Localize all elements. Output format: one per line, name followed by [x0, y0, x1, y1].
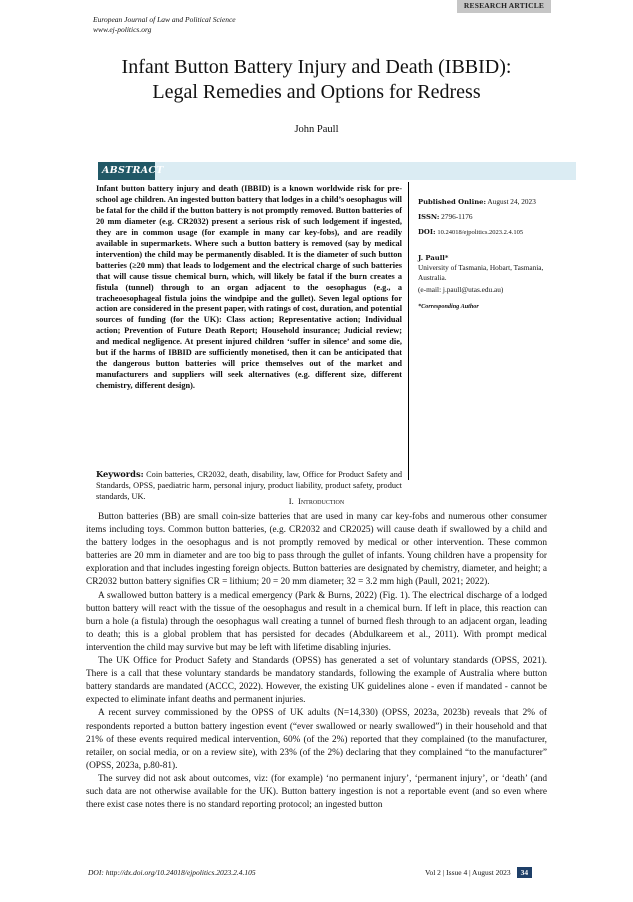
abstract-header-band [98, 162, 576, 180]
doi-value[interactable]: 10.24018/ejpolitics.2023.2.4.105 [437, 229, 524, 236]
journal-url[interactable]: www.ej-politics.org [93, 25, 152, 34]
abstract-text: Infant button battery injury and death (IBBID) is a known worldwide risk for pre-school age children. An ingested button battery that lodges in a child’s oesophagus will be fatal for the child if the button battery is not promptly removed. Button batteries of 20 mm diameter (e.g. CR2032) present a serious risk of such lodgement if ingested, they are in common usage (for example in many car key-fobs), and are readily available in supermarkets. Where such a button battery is removed (say by medical intervention) the child may be permanently disabled. It is the diameter of such button batteries (≥20 mm) that leads to lodgement and the electrical charge of such batteries that will cause tissue chemical burn, which, will likely be fatal if the burn creates a fistula (tunnel) through to an organ adjacent to the oesophagus (e.g., a tracheoesophageal fistula joins the windpipe and the gullet). Seven legal options for action are considered in the present paper, with ratings of cost, duration, and potential sources of funding (for the UK): Class action; Representative action; Individual action; Prevention of Future Death Report; Household insurance; Judicial review; and medical negligence. At present injured children ‘suffer in silence’ and some die, but if the harms of IBBID are sufficiently monetised, then it can be anticipated that the dangerous button batteries will price themselves out of the market and manufacturers and suppliers will seek alternatives (e.g. different size, different chemistry, different design). [96, 184, 402, 391]
paragraph: A swallowed button battery is a medical emergency (Park & Burns, 2022) (Fig. 1). The electrical discharge of a lodged button battery will react with the tissue of the oesophagus and result in a chemical burn. If left in place, this reaction can burn a hole (a fistula) through the oesophagus wall creating a tunnel of burned flesh through to an adjacent organ, leading to death; this is a global problem that has persisted for decades (Abdulkareem et al., 2011). With prompt medical intervention the child may survive but may be left with lifetime disabling injuries. [86, 590, 547, 653]
issn [418, 212, 598, 222]
title-line-2: Legal Remedies and Options for Redress [152, 81, 481, 103]
published-date [418, 197, 598, 207]
paper-title [60, 55, 573, 105]
doi [418, 227, 598, 238]
published-label: Published Online: [418, 198, 486, 206]
journal-header [93, 15, 236, 35]
body-text [86, 511, 547, 812]
paragraph: A recent survey commissioned by the OPSS of UK adults (N=14,330) (OPSS, 2023a, 2023b) reveals that 2% of respondents reported a button battery ingestion event (“ever swallowed or nearly swallowed”) in their household and that 21% of these events required medical intervention, 60% (of the 2%) reported that they complained (to the manufacturer, retailer, on social media, or on a review site), with 23% (of the 2%) declaring that they complained “to the manufacturer” (OPSS, 2023a, p.80-81). [86, 708, 547, 771]
paragraph: Button batteries (BB) are small coin-size batteries that are used in many car key-fobs and numerous other consumer items including toys. Common button batteries, (e.g. CR2032 and CR2025) will cause death if swallowed by a child and the battery lodges in the oesophagus and is not promptly removed by medical or other intervention. These common batteries are 20 mm in diameter and are too big to pass through the gullet of infants. Young children have a propensity for exploration and that includes ingesting foreign objects. Button batteries are designated by chemistry, diameter, and height; a CR2032 button battery signifies CR = lithium; 20 = 20 mm diameter; 32 = 3.2 mm high (Paull, 2021; 2022). [86, 512, 547, 588]
sidebar-author: J. Paull* [418, 254, 449, 262]
abstract-heading: ABSTRACT [98, 162, 155, 180]
author-name: John Paull [294, 124, 339, 135]
published-value: August 24, 2023 [487, 197, 536, 206]
author-email[interactable]: (e-mail: j.paull@utas.edu.au) [418, 285, 504, 294]
corresponding-author-note: *Corresponding Author [418, 303, 479, 310]
issn-label: ISSN: [418, 213, 440, 221]
page-number: 34 [517, 867, 533, 878]
title-line-1: Infant Button Battery Injury and Death (IBBID): [121, 56, 512, 78]
journal-name: European Journal of Law and Political Science [93, 15, 236, 24]
doi-label: DOI: [418, 228, 436, 236]
footer-issue: Vol 2 | Issue 4 | August 2023 [425, 868, 511, 877]
issn-value: 2796-1176 [441, 212, 473, 221]
paragraph: The survey did not ask about outcomes, viz: (for example) ‘no permanent injury’, ‘permanent injury’, or ‘death’ (and such data are not otherwise available for the UK). Button battery ingestion is not a reportable event (and so even where there exist case notes there is no standard reporting protocol; an ingested button [86, 773, 547, 811]
footer-doi[interactable]: DOI: http://dx.doi.org/10.24018/ejpolitics.2023.2.4.105 [88, 868, 256, 877]
article-info-sidebar [418, 197, 598, 312]
section-number: I. [288, 496, 294, 506]
section-title: Introduction [298, 496, 345, 506]
footer-issue-info [425, 867, 532, 878]
section-heading [60, 496, 573, 506]
paragraph: The UK Office for Product Safety and Standards (OPSS) has generated a set of voluntary standards (OPSS, 2021). There is a call that these voluntary standards be mandatory standards, following the example of Australia where button battery standards are mandated (ACCC, 2022). However, the existing UK guidelines alone - even if mandated - cannot be expected to eliminate infant deaths and permanent injuries. [86, 656, 547, 706]
column-divider [408, 182, 409, 480]
keywords-label: Keywords: [96, 469, 144, 479]
article-type-badge: RESEARCH ARTICLE [457, 0, 551, 13]
affiliation: University of Tasmania, Hobart, Tasmania, Australia. [418, 263, 544, 282]
keywords-list: Coin batteries, CR2032, death, disability, law, Office for Product Safety and Standards, OPSS, paediatric harm, personal injury, product liability, product safety, product standards, UK. [96, 470, 402, 501]
